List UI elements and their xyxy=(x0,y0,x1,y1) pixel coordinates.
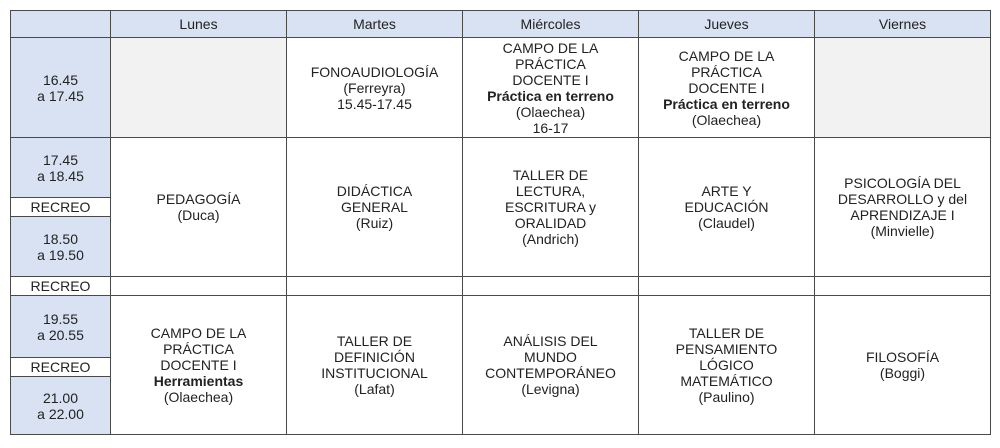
class-cell-jueves: ARTE Y EDUCACIÓN (Claudel) xyxy=(639,138,815,277)
header-row xyxy=(11,11,991,38)
time-cell: 21.00 a 22.00 xyxy=(11,377,111,435)
day-header-jueves: Jueves xyxy=(639,11,815,38)
recreo-cell: RECREO xyxy=(11,358,111,377)
class-cell-viernes: FILOSOFÍA (Boggi) xyxy=(815,296,991,435)
empty-cell xyxy=(111,277,287,296)
class-cell-lunes: CAMPO DE LA PRÁCTICA DOCENTE I Herramientas (Olaechea) xyxy=(111,296,287,435)
day-header-martes: Martes xyxy=(287,11,463,38)
block-3-row xyxy=(11,296,991,358)
class-cell-martes: TALLER DE DEFINICIÓN INSTITUCIONAL (Lafat) xyxy=(287,296,463,435)
time-cell: 18.50 a 19.50 xyxy=(11,217,111,277)
recreo-row xyxy=(11,277,991,296)
empty-cell xyxy=(287,277,463,296)
class-cell-miercoles: ANÁLISIS DEL MUNDO CONTEMPORÁNEO (Levigna) xyxy=(463,296,639,435)
empty-cell-viernes xyxy=(815,38,991,138)
empty-cell-lunes xyxy=(111,38,287,138)
class-cell-martes: DIDÁCTICA GENERAL (Ruiz) xyxy=(287,138,463,277)
class-cell-jueves: CAMPO DE LA PRÁCTICA DOCENTE I Práctica en terreno (Olaechea) xyxy=(639,38,815,138)
recreo-cell: RECREO xyxy=(11,277,111,296)
day-header-lunes: Lunes xyxy=(111,11,287,38)
day-header-viernes: Viernes xyxy=(815,11,991,38)
corner-cell xyxy=(11,11,111,38)
block-2-row xyxy=(11,138,991,198)
class-cell-miercoles: CAMPO DE LA PRÁCTICA DOCENTE I Práctica en terreno (Olaechea) 16-17 xyxy=(463,38,639,138)
schedule-table xyxy=(10,10,991,435)
block-1-row xyxy=(11,38,991,138)
empty-cell xyxy=(815,277,991,296)
class-cell-lunes: PEDAGOGÍA (Duca) xyxy=(111,138,287,277)
day-header-miercoles: Miércoles xyxy=(463,11,639,38)
time-cell: 16.45 a 17.45 xyxy=(11,38,111,138)
time-cell: 19.55 a 20.55 xyxy=(11,296,111,358)
class-cell-jueves: TALLER DE PENSAMIENTO LÓGICO MATEMÁTICO (Paulino) xyxy=(639,296,815,435)
class-cell-martes: FONOAUDIOLOGÍA (Ferreyra) 15.45-17.45 xyxy=(287,38,463,138)
class-cell-viernes: PSICOLOGÍA DEL DESARROLLO y del APRENDIZAJE I (Minvielle) xyxy=(815,138,991,277)
empty-cell xyxy=(639,277,815,296)
empty-cell xyxy=(463,277,639,296)
class-cell-miercoles: TALLER DE LECTURA, ESCRITURA y ORALIDAD (Andrich) xyxy=(463,138,639,277)
time-cell: 17.45 a 18.45 xyxy=(11,138,111,198)
recreo-cell: RECREO xyxy=(11,198,111,217)
